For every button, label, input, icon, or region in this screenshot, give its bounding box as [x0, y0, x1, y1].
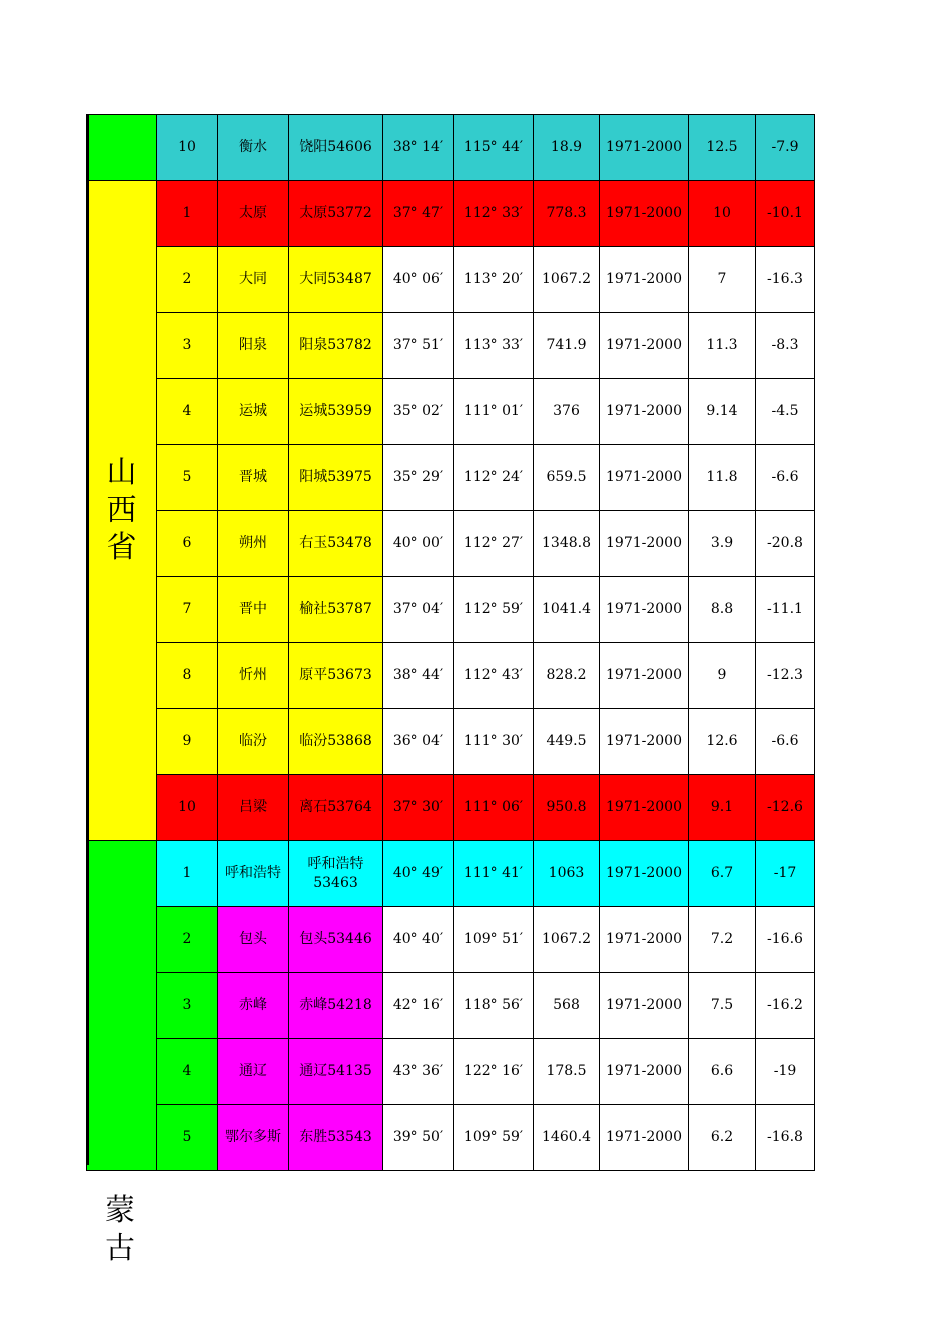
city-cell: 鄂尔多斯	[218, 1105, 289, 1171]
elevation-cell: 1067.2	[534, 907, 600, 973]
latitude-cell: 42° 16′	[383, 973, 454, 1039]
period-cell: 1971-2000	[600, 1105, 689, 1171]
latitude-cell: 36° 04′	[383, 709, 454, 775]
mean-temp-cell: 11.8	[689, 445, 756, 511]
row-number: 1	[157, 841, 218, 907]
longitude-cell: 111° 41′	[454, 841, 534, 907]
min-temp-cell: -17	[756, 841, 815, 907]
station-cell: 东胜53543	[289, 1105, 383, 1171]
table-row	[87, 775, 815, 841]
station-cell: 右玉53478	[289, 511, 383, 577]
province-cell	[87, 115, 157, 181]
table-row	[87, 379, 815, 445]
station-cell: 太原53772	[289, 181, 383, 247]
row-number: 4	[157, 379, 218, 445]
mean-temp-cell: 11.3	[689, 313, 756, 379]
longitude-cell: 113° 20′	[454, 247, 534, 313]
city-cell: 运城	[218, 379, 289, 445]
period-cell: 1971-2000	[600, 115, 689, 181]
elevation-cell: 828.2	[534, 643, 600, 709]
latitude-cell: 40° 06′	[383, 247, 454, 313]
mean-temp-cell: 9.14	[689, 379, 756, 445]
min-temp-cell: -7.9	[756, 115, 815, 181]
mean-temp-cell: 9.1	[689, 775, 756, 841]
min-temp-cell: -20.8	[756, 511, 815, 577]
station-cell: 呼和浩特53463	[289, 841, 383, 907]
elevation-cell: 778.3	[534, 181, 600, 247]
min-temp-cell: -12.3	[756, 643, 815, 709]
longitude-cell: 112° 43′	[454, 643, 534, 709]
min-temp-cell: -10.1	[756, 181, 815, 247]
city-cell: 晋中	[218, 577, 289, 643]
longitude-cell: 115° 44′	[454, 115, 534, 181]
row-number: 8	[157, 643, 218, 709]
city-cell: 大同	[218, 247, 289, 313]
min-temp-cell: -16.3	[756, 247, 815, 313]
city-cell: 朔州	[218, 511, 289, 577]
longitude-cell: 111° 01′	[454, 379, 534, 445]
period-cell: 1971-2000	[600, 973, 689, 1039]
table-row	[87, 841, 815, 907]
longitude-cell: 112° 59′	[454, 577, 534, 643]
elevation-cell: 568	[534, 973, 600, 1039]
mean-temp-cell: 7	[689, 247, 756, 313]
period-cell: 1971-2000	[600, 181, 689, 247]
latitude-cell: 37° 04′	[383, 577, 454, 643]
elevation-cell: 376	[534, 379, 600, 445]
min-temp-cell: -12.6	[756, 775, 815, 841]
table-row	[87, 577, 815, 643]
table-row	[87, 247, 815, 313]
row-number: 3	[157, 973, 218, 1039]
longitude-cell: 112° 27′	[454, 511, 534, 577]
table-row	[87, 115, 815, 181]
latitude-cell: 40° 40′	[383, 907, 454, 973]
city-cell: 临汾	[218, 709, 289, 775]
elevation-cell: 950.8	[534, 775, 600, 841]
elevation-cell: 178.5	[534, 1039, 600, 1105]
period-cell: 1971-2000	[600, 445, 689, 511]
table-row	[87, 181, 815, 247]
mean-temp-cell: 6.7	[689, 841, 756, 907]
min-temp-cell: -6.6	[756, 445, 815, 511]
min-temp-cell: -4.5	[756, 379, 815, 445]
period-cell: 1971-2000	[600, 841, 689, 907]
latitude-cell: 39° 50′	[383, 1105, 454, 1171]
mean-temp-cell: 9	[689, 643, 756, 709]
station-table	[86, 114, 815, 1171]
longitude-cell: 111° 30′	[454, 709, 534, 775]
station-cell: 运城53959	[289, 379, 383, 445]
min-temp-cell: -6.6	[756, 709, 815, 775]
period-cell: 1971-2000	[600, 643, 689, 709]
row-number: 5	[157, 445, 218, 511]
period-cell: 1971-2000	[600, 313, 689, 379]
left-border-bar	[86, 114, 89, 1165]
row-number: 10	[157, 775, 218, 841]
row-number: 3	[157, 313, 218, 379]
mean-temp-cell: 7.2	[689, 907, 756, 973]
city-cell: 阳泉	[218, 313, 289, 379]
period-cell: 1971-2000	[600, 775, 689, 841]
mean-temp-cell: 3.9	[689, 511, 756, 577]
table-row	[87, 313, 815, 379]
row-number: 2	[157, 247, 218, 313]
period-cell: 1971-2000	[600, 907, 689, 973]
latitude-cell: 35° 02′	[383, 379, 454, 445]
data-table-container	[86, 114, 815, 1171]
longitude-cell: 113° 33′	[454, 313, 534, 379]
latitude-cell: 38° 44′	[383, 643, 454, 709]
table-row	[87, 1039, 815, 1105]
longitude-cell: 122° 16′	[454, 1039, 534, 1105]
elevation-cell: 659.5	[534, 445, 600, 511]
min-temp-cell: -11.1	[756, 577, 815, 643]
mean-temp-cell: 6.6	[689, 1039, 756, 1105]
period-cell: 1971-2000	[600, 577, 689, 643]
period-cell: 1971-2000	[600, 379, 689, 445]
station-cell: 临汾53868	[289, 709, 383, 775]
mean-temp-cell: 7.5	[689, 973, 756, 1039]
mean-temp-cell: 6.2	[689, 1105, 756, 1171]
city-cell: 吕梁	[218, 775, 289, 841]
min-temp-cell: -16.8	[756, 1105, 815, 1171]
city-cell: 通辽	[218, 1039, 289, 1105]
table-row	[87, 445, 815, 511]
mean-temp-cell: 12.5	[689, 115, 756, 181]
min-temp-cell: -8.3	[756, 313, 815, 379]
city-cell: 呼和浩特	[218, 841, 289, 907]
station-cell: 离石53764	[289, 775, 383, 841]
table-body	[87, 115, 815, 1171]
table-row	[87, 1105, 815, 1171]
province-cell	[87, 841, 157, 1171]
latitude-cell: 35° 29′	[383, 445, 454, 511]
latitude-cell: 37° 51′	[383, 313, 454, 379]
station-cell: 赤峰54218	[289, 973, 383, 1039]
elevation-cell: 18.9	[534, 115, 600, 181]
elevation-cell: 1348.8	[534, 511, 600, 577]
period-cell: 1971-2000	[600, 1039, 689, 1105]
station-cell: 阳泉53782	[289, 313, 383, 379]
elevation-cell: 1460.4	[534, 1105, 600, 1171]
period-cell: 1971-2000	[600, 709, 689, 775]
row-number: 2	[157, 907, 218, 973]
city-cell: 包头	[218, 907, 289, 973]
station-cell: 榆社53787	[289, 577, 383, 643]
row-number: 1	[157, 181, 218, 247]
province-cell	[87, 181, 157, 841]
mean-temp-cell: 12.6	[689, 709, 756, 775]
mean-temp-cell: 8.8	[689, 577, 756, 643]
station-cell: 饶阳54606	[289, 115, 383, 181]
station-cell: 原平53673	[289, 643, 383, 709]
row-number: 9	[157, 709, 218, 775]
mean-temp-cell: 10	[689, 181, 756, 247]
latitude-cell: 37° 30′	[383, 775, 454, 841]
province-label-overflow: 蒙古	[105, 1193, 135, 1266]
row-number: 4	[157, 1039, 218, 1105]
table-row	[87, 643, 815, 709]
table-row	[87, 709, 815, 775]
latitude-cell: 40° 00′	[383, 511, 454, 577]
station-cell: 通辽54135	[289, 1039, 383, 1105]
min-temp-cell: -16.2	[756, 973, 815, 1039]
city-cell: 太原	[218, 181, 289, 247]
row-number: 6	[157, 511, 218, 577]
station-cell: 阳城53975	[289, 445, 383, 511]
row-number: 7	[157, 577, 218, 643]
elevation-cell: 449.5	[534, 709, 600, 775]
longitude-cell: 111° 06′	[454, 775, 534, 841]
province-name: 山西省	[106, 455, 137, 566]
longitude-cell: 109° 59′	[454, 1105, 534, 1171]
station-cell: 大同53487	[289, 247, 383, 313]
table-row	[87, 511, 815, 577]
min-temp-cell: -16.6	[756, 907, 815, 973]
row-number: 5	[157, 1105, 218, 1171]
city-cell: 忻州	[218, 643, 289, 709]
min-temp-cell: -19	[756, 1039, 815, 1105]
row-number: 10	[157, 115, 218, 181]
city-cell: 赤峰	[218, 973, 289, 1039]
city-cell: 晋城	[218, 445, 289, 511]
period-cell: 1971-2000	[600, 247, 689, 313]
elevation-cell: 741.9	[534, 313, 600, 379]
longitude-cell: 109° 51′	[454, 907, 534, 973]
latitude-cell: 38° 14′	[383, 115, 454, 181]
longitude-cell: 112° 33′	[454, 181, 534, 247]
period-cell: 1971-2000	[600, 511, 689, 577]
city-cell: 衡水	[218, 115, 289, 181]
longitude-cell: 118° 56′	[454, 973, 534, 1039]
latitude-cell: 40° 49′	[383, 841, 454, 907]
latitude-cell: 37° 47′	[383, 181, 454, 247]
elevation-cell: 1063	[534, 841, 600, 907]
elevation-cell: 1041.4	[534, 577, 600, 643]
latitude-cell: 43° 36′	[383, 1039, 454, 1105]
longitude-cell: 112° 24′	[454, 445, 534, 511]
table-row	[87, 907, 815, 973]
elevation-cell: 1067.2	[534, 247, 600, 313]
table-row	[87, 973, 815, 1039]
station-cell: 包头53446	[289, 907, 383, 973]
